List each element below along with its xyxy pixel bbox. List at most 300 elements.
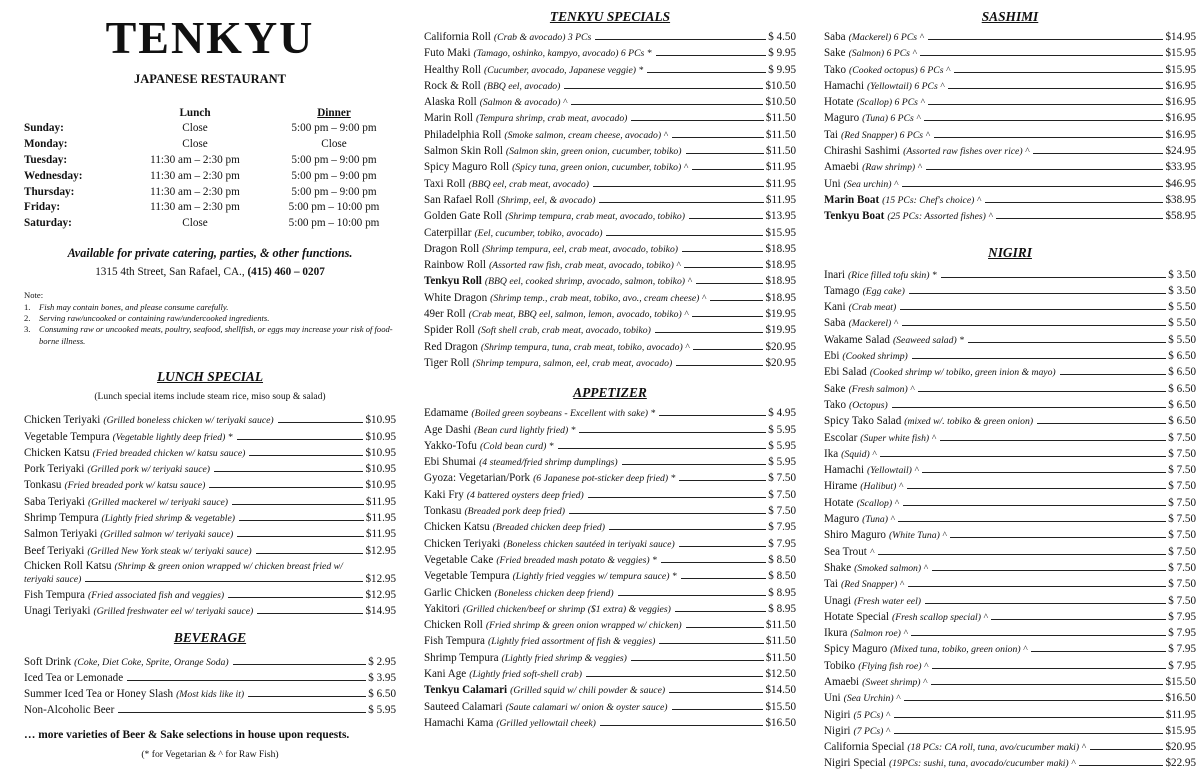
- item-name: Shake: [824, 561, 852, 574]
- leader-line: [911, 635, 1166, 636]
- item-description: (Fried shrimp & green onion wrapped w/ chicken): [485, 620, 682, 632]
- item-name: Tonkasu: [424, 505, 462, 518]
- item-price: $ 7.50: [1168, 431, 1196, 444]
- item-description: (19PCs: sushi, tuna, avocado/cucumber maki) ^: [888, 758, 1076, 770]
- phone: (415) 460 – 0207: [247, 266, 325, 279]
- leader-line: [256, 553, 364, 554]
- address: 1315 4th Street, San Rafael, CA.,: [95, 266, 245, 279]
- menu-item: [824, 159, 1196, 175]
- item-price: $15.50: [1165, 675, 1196, 688]
- item-name: White Dragon: [424, 291, 488, 304]
- leader-line: [676, 365, 763, 366]
- leader-line: [631, 120, 763, 121]
- item-name: Kani: [824, 301, 846, 314]
- item-name: Pork Teriyaki: [24, 463, 85, 476]
- menu-item: [24, 412, 396, 428]
- menu-item: [824, 462, 1196, 478]
- item-name: Hotate: [824, 96, 854, 109]
- leader-line: [606, 235, 763, 236]
- leader-line: [588, 497, 767, 498]
- leader-line: [894, 717, 1164, 718]
- item-description: (Sweet shrimp) ^: [862, 676, 928, 688]
- menu-item: [424, 94, 796, 110]
- dinner-hours: 5:00 pm – 9:00 pm: [291, 122, 377, 134]
- item-description: (Fried breaded pork w/ katsu sauce): [64, 480, 206, 492]
- item-name: California Special: [824, 741, 905, 754]
- item-price: $20.95: [1165, 741, 1196, 754]
- item-name: Marin Roll: [424, 112, 473, 125]
- item-price: $12.95: [365, 572, 396, 585]
- menu-item: [424, 633, 796, 649]
- item-description: (Grilled freshwater eel w/ teriyaki sauce): [93, 606, 254, 618]
- item-price: $ 5.95: [768, 456, 796, 469]
- menu-item: [424, 438, 796, 454]
- menu-item: [424, 45, 796, 61]
- item-description: (Boiled green soybeans - Excellent with sake) *: [471, 408, 656, 420]
- leader-line: [1079, 765, 1163, 766]
- leader-line: [579, 432, 766, 433]
- item-name: Tenkyu Boat: [824, 210, 885, 223]
- menu-item: [24, 461, 396, 477]
- item-description: (Raw shrimp) ^: [862, 162, 922, 174]
- sashimi-title: SASHIMI: [981, 9, 1039, 24]
- item-price: $ 5.50: [1168, 301, 1196, 314]
- availability-note: Available for private catering, parties, & other functions.: [67, 246, 353, 261]
- item-price: $16.95: [1165, 112, 1196, 125]
- leader-line: [928, 104, 1163, 105]
- item-description: (Grilled chicken/beef or shrimp ($1 extra) & veggies): [462, 603, 671, 615]
- restaurant-subtitle: JAPANESE RESTAURANT: [134, 72, 286, 86]
- leader-line: [692, 316, 763, 317]
- leader-line: [593, 186, 764, 187]
- item-name: Unagi Teriyaki: [24, 605, 91, 618]
- menu-item: [24, 603, 396, 619]
- leader-line: [894, 733, 1164, 734]
- menu-item: [824, 674, 1196, 690]
- item-name: Saba Teriyaki: [24, 495, 85, 508]
- item-price: $11.95: [1165, 708, 1196, 721]
- leader-line: [85, 581, 363, 582]
- item-price: $19.95: [765, 308, 796, 321]
- item-price: $10.95: [365, 479, 396, 492]
- leader-line: [1090, 749, 1164, 750]
- item-name: Red Dragon: [424, 340, 478, 353]
- leader-line: [249, 455, 363, 456]
- item-price: $20.95: [765, 356, 796, 369]
- menu-item: [424, 699, 796, 715]
- menu-item: [424, 159, 796, 175]
- leader-line: [880, 456, 1166, 457]
- leader-line: [696, 283, 764, 284]
- menu-item: [424, 617, 796, 633]
- item-name: Vegetable Cake: [424, 553, 494, 566]
- item-name: Nigiri: [824, 724, 851, 737]
- item-price: $20.95: [765, 340, 796, 353]
- menu-item: [824, 478, 1196, 494]
- item-name: Tenkyu Roll: [424, 275, 482, 288]
- menu-item: [424, 322, 796, 338]
- lunch-special-note: (Lunch special items include steam rice, miso soup & salad): [94, 391, 326, 403]
- item-description: (Shrimp tempura, crab meat, avocado, tobiko): [505, 211, 685, 223]
- menu-item: [424, 143, 796, 159]
- item-price: $14.50: [765, 684, 796, 697]
- item-name: Beef Teriyaki: [24, 544, 85, 557]
- leader-line: [682, 251, 763, 252]
- leader-line: [686, 153, 764, 154]
- item-name: Tonkasu: [24, 479, 62, 492]
- day-label: Thursday:: [24, 185, 75, 198]
- menu-item: [824, 315, 1196, 331]
- item-description: (Red Snapper) 6 PCs ^: [841, 129, 930, 141]
- specials-list: [424, 29, 796, 371]
- menu-item: [424, 519, 796, 535]
- item-description: (Lightly fried soft-shell crab): [469, 668, 582, 680]
- menu-item: [424, 29, 796, 45]
- leader-line: [902, 186, 1164, 187]
- menu-item: [424, 487, 796, 503]
- leader-line: [631, 660, 764, 661]
- leader-line: [214, 471, 363, 472]
- item-description: (Assorted raw fishes over rice) ^: [903, 146, 1030, 158]
- item-price: $12.95: [365, 588, 396, 601]
- menu-item: [424, 666, 796, 682]
- item-price: $16.95: [1165, 96, 1196, 109]
- item-price: $10.95: [365, 430, 396, 443]
- item-description: (4 steamed/fried shrimp dumplings): [479, 457, 618, 469]
- menu-item: [824, 208, 1196, 224]
- menu-item: [424, 552, 796, 568]
- menu-item: [24, 670, 396, 686]
- item-description: (6 Japanese pot-sticker deep fried) *: [533, 473, 676, 485]
- lunch-hours: 11:30 am – 2:30 pm: [150, 169, 240, 182]
- dinner-hours: Close: [321, 137, 347, 150]
- item-name: Edamame: [424, 407, 469, 420]
- item-description: (Shrimp tempura, salmon, eel, crab meat, avocado): [472, 357, 673, 369]
- leader-line: [878, 554, 1166, 555]
- restaurant-name: TENKYU: [105, 12, 315, 63]
- item-description: (Halibut) ^: [860, 481, 903, 493]
- item-name: Philadelphia Roll: [424, 128, 502, 141]
- item-name: Unagi: [824, 594, 852, 607]
- item-description: (Shrimp tempura, eel, crab meat, avocado, tobiko): [482, 243, 679, 255]
- item-price: $ 7.50: [1168, 513, 1196, 526]
- item-description: (Cooked shrimp): [842, 351, 908, 363]
- note-number: 3.: [24, 324, 31, 335]
- item-price: $ 7.95: [1168, 610, 1196, 623]
- item-name: Alaska Roll: [424, 96, 477, 109]
- item-price: $ 7.50: [1168, 464, 1196, 477]
- item-name: Shiro Maguro: [824, 529, 886, 542]
- leader-line: [904, 700, 1163, 701]
- item-description: (Scallop) ^: [856, 497, 899, 509]
- leader-line: [903, 505, 1167, 506]
- menu-item: [424, 422, 796, 438]
- dinner-hours: 5:00 pm – 10:00 pm: [288, 201, 380, 214]
- leader-line: [948, 88, 1163, 89]
- item-description: (Smoked salmon) ^: [854, 562, 928, 574]
- nigiri-title: NIGIRI: [988, 244, 1032, 260]
- menu-item: [424, 273, 796, 289]
- item-name: Chicken Teriyaki: [24, 414, 101, 427]
- menu-item: [24, 543, 396, 559]
- item-price: $11.95: [765, 177, 796, 190]
- item-name: Ebi: [824, 350, 840, 363]
- item-description: (Tempura shrimp, crab meat, avocado): [476, 113, 628, 125]
- leader-line: [571, 104, 764, 105]
- note-number: 2.: [24, 313, 31, 324]
- item-description: (Sea urchin) ^: [843, 178, 898, 190]
- leader-line: [239, 520, 364, 521]
- leader-line: [710, 300, 764, 301]
- item-name: Sauteed Calamari: [424, 700, 503, 713]
- leader-line: [934, 137, 1164, 138]
- item-price: $ 6.50: [1168, 415, 1196, 428]
- item-price: $ 2.95: [368, 655, 396, 668]
- leader-line: [233, 664, 367, 665]
- item-price: $ 6.50: [1168, 366, 1196, 379]
- item-price: $15.50: [765, 700, 796, 713]
- item-price: $16.95: [1165, 79, 1196, 92]
- item-price: $19.95: [765, 324, 796, 337]
- item-description: (Crab meat): [848, 302, 897, 314]
- menu-item: [824, 625, 1196, 641]
- item-description: (Breaded pork deep fried): [464, 506, 565, 518]
- item-description: (Smoke salmon, cream cheese, avocado) ^: [504, 129, 668, 141]
- beverage-title: BEVERAGE: [173, 629, 247, 645]
- item-name: Nigiri: [824, 708, 851, 721]
- item-description: (Boneless chicken deep friend): [494, 587, 614, 599]
- leader-line: [931, 684, 1163, 685]
- menu-item: [424, 454, 796, 470]
- leader-line: [228, 597, 363, 598]
- menu-item: [424, 290, 796, 306]
- item-price: $ 5.50: [1168, 317, 1196, 330]
- leader-line: [892, 407, 1166, 408]
- item-name: Futo Maki: [424, 47, 471, 60]
- leader-line: [950, 537, 1166, 538]
- item-name: Amaebi: [824, 675, 860, 688]
- menu-item: [824, 381, 1196, 397]
- item-name: Yakitori: [424, 602, 460, 615]
- item-description: (Crab meat, BBQ eel, salmon, lemon, avocado, tobiko) ^: [468, 309, 689, 321]
- item-price: $ 7.50: [1168, 561, 1196, 574]
- leader-line: [1031, 651, 1166, 652]
- item-name: Golden Gate Roll: [424, 210, 503, 223]
- item-name: Hirame: [824, 480, 858, 493]
- item-description: (Mixed tuna, tobiko, green onion) ^: [890, 644, 1028, 656]
- item-name: Saba: [824, 317, 846, 330]
- item-description: (Crab & avocado) 3 PCs: [493, 32, 592, 43]
- leader-line: [928, 39, 1164, 40]
- dinner-hours: 5:00 pm – 10:00 pm: [288, 217, 380, 230]
- day-label: Saturday:: [24, 217, 72, 230]
- item-price: $18.95: [765, 275, 796, 288]
- leader-line: [586, 676, 764, 677]
- item-name: Tobiko: [824, 659, 856, 672]
- item-price: $ 6.50: [1168, 382, 1196, 395]
- item-price: $ 7.50: [1168, 594, 1196, 607]
- item-price: $ 7.50: [768, 472, 796, 485]
- menu-item: [824, 78, 1196, 94]
- item-price: $ 6.50: [1168, 350, 1196, 363]
- item-description: (Vegetable lightly deep fried) *: [112, 431, 233, 443]
- item-name: Hotate Special: [824, 610, 889, 623]
- item-name: Summer Iced Tea or Honey Slash: [24, 688, 174, 701]
- appetizer-title: APPETIZER: [573, 385, 647, 401]
- item-description: (Rice filled tofu skin) *: [847, 269, 937, 281]
- menu-item: [424, 127, 796, 143]
- item-name: Chicken Roll: [424, 619, 483, 632]
- leader-line: [996, 218, 1163, 219]
- item-name: Kani Age: [424, 667, 467, 680]
- menu-item: [824, 94, 1196, 110]
- leader-line: [1037, 423, 1166, 424]
- item-description: (Shrimp temp., crab meat, tobiko, avo., cream cheese) ^: [490, 292, 706, 304]
- item-description: (Grilled pork w/ teriyaki sauce): [87, 464, 211, 476]
- menu-item: [824, 609, 1196, 625]
- item-description: (White Tuna) ^: [888, 530, 947, 542]
- item-name: Shrimp Tempura: [24, 512, 99, 525]
- item-price: $ 8.95: [768, 602, 796, 615]
- item-price: $12.50: [765, 667, 796, 680]
- menu-item: [824, 527, 1196, 543]
- menu-item: [824, 446, 1196, 462]
- item-name: Sea Trout: [824, 545, 867, 558]
- note-text: Serving raw/uncooked or containing raw/undercooked ingredients.: [39, 313, 270, 324]
- dinner-hours: 5:00 pm – 9:00 pm: [291, 169, 377, 182]
- right-column: [824, 0, 1196, 772]
- item-description: (Lightly fried veggies w/ tempura sauce) *: [512, 571, 677, 583]
- item-name: Salmon Teriyaki: [24, 528, 98, 541]
- item-price: $ 4.50: [768, 31, 796, 43]
- item-price: $11.50: [765, 651, 796, 664]
- item-price: $58.95: [1165, 210, 1196, 223]
- appetizer-list: [424, 405, 796, 731]
- hours-row: [24, 121, 396, 137]
- item-price: $14.95: [1165, 31, 1196, 43]
- item-name: Sake: [824, 382, 846, 395]
- leader-line: [932, 668, 1166, 669]
- menu-item: [24, 654, 396, 670]
- lunch-hours: Close: [182, 122, 208, 134]
- item-description: (Fried breaded chicken w/ katsu sauce): [92, 447, 246, 459]
- menu-item: [424, 241, 796, 257]
- leader-line: [622, 464, 767, 465]
- leader-line: [898, 521, 1166, 522]
- menu-item: [24, 429, 396, 445]
- menu-item: [424, 568, 796, 584]
- item-name: Hotate: [824, 496, 854, 509]
- item-description: (Seaweed salad) *: [892, 334, 964, 346]
- item-description: (Cooked shrimp w/ tobiko, green inion & mayo): [869, 367, 1056, 379]
- item-description: (4 battered oysters deep fried): [466, 489, 584, 501]
- sashimi-list: [824, 29, 1196, 225]
- item-description: (Salmon) 6 PCs ^: [848, 48, 917, 60]
- item-description: (Salmon roe) ^: [850, 628, 908, 640]
- leader-line: [232, 504, 364, 505]
- item-description: (Super white fish) ^: [860, 432, 936, 444]
- menu-item: [824, 707, 1196, 723]
- item-name: Hamachi: [824, 79, 865, 92]
- leader-line: [600, 725, 764, 726]
- item-name: Spicy Tako Salad: [824, 415, 902, 428]
- item-name: Vegetable Tempura: [24, 430, 110, 443]
- item-description: (Grilled mackerel w/ teriyaki sauce): [87, 496, 229, 508]
- item-description: (Grilled salmon w/ teriyaki sauce): [100, 529, 234, 541]
- leader-line: [647, 72, 766, 73]
- leader-line: [902, 325, 1167, 326]
- item-price: $ 3.50: [1168, 268, 1196, 281]
- menu-item: [824, 110, 1196, 126]
- item-description: (Lightly fried shrimp & vegetable): [101, 513, 235, 525]
- item-price: $ 7.95: [1168, 627, 1196, 640]
- item-name: Shrimp Tempura: [424, 651, 499, 664]
- menu-item: [424, 192, 796, 208]
- menu-item: [24, 510, 396, 526]
- item-price: $13.95: [765, 210, 796, 223]
- menu-item: [424, 176, 796, 192]
- item-name: Vegetable Tempura: [424, 570, 510, 583]
- item-description: (Salmon & avocado) ^: [479, 97, 567, 109]
- item-description: (Scallop) 6 PCs ^: [856, 97, 925, 109]
- day-label: Tuesday:: [24, 153, 68, 166]
- menu-item: [824, 544, 1196, 560]
- note-title: Note:: [24, 290, 44, 301]
- item-description: (Yellowtail) 6 PCs ^: [867, 80, 945, 92]
- item-description: (5 PCs) ^: [853, 709, 890, 721]
- item-price: $ 7.95: [768, 521, 796, 534]
- item-price: $14.95: [365, 605, 396, 618]
- item-description: (Coke, Diet Coke, Sprite, Orange Soda): [74, 656, 229, 668]
- item-description: (Grilled squid w/ chili powder & sauce): [510, 685, 666, 697]
- item-name: Non-Alcoholic Beer: [24, 704, 115, 717]
- menu-item: [424, 503, 796, 519]
- item-price: $18.95: [765, 291, 796, 304]
- item-description: (Soft shell crab, crab meat, avocado, tobiko): [477, 325, 651, 337]
- item-description: (Tamago, oshinko, kampyo, avocado) 6 PCs *: [473, 48, 652, 60]
- item-name: Chicken Katsu: [424, 521, 490, 534]
- note-item: [24, 313, 396, 324]
- leader-line: [686, 627, 764, 628]
- item-name: Tai: [824, 578, 839, 591]
- item-description: (Tuna) ^: [862, 514, 895, 526]
- item-name: Taxi Roll: [424, 177, 466, 190]
- item-name: Salmon Skin Roll: [424, 145, 503, 158]
- menu-item: [824, 641, 1196, 657]
- item-price: $22.95: [1165, 757, 1196, 770]
- leader-line: [918, 391, 1166, 392]
- item-description: (Fresh salmon) ^: [848, 383, 915, 395]
- leader-line: [1033, 153, 1163, 154]
- item-price: $11.50: [765, 145, 796, 158]
- menu-item: [824, 397, 1196, 413]
- leader-line: [909, 293, 1166, 294]
- item-description: (Cold bean curd) *: [479, 440, 554, 452]
- hours-row: [24, 200, 396, 216]
- item-price: $10.50: [765, 79, 796, 92]
- leader-line: [985, 202, 1164, 203]
- item-name: Spicy Maguro: [824, 643, 888, 656]
- leader-line: [564, 88, 763, 89]
- menu-item: [24, 686, 396, 702]
- item-price: $ 7.50: [768, 505, 796, 518]
- item-description: ^: [869, 546, 874, 558]
- day-label: Friday:: [24, 201, 61, 214]
- leader-line: [237, 536, 364, 537]
- lunch-hours: 11:30 am – 2:30 pm: [150, 185, 240, 198]
- item-name: Ebi Salad: [824, 366, 867, 379]
- menu-item: [424, 110, 796, 126]
